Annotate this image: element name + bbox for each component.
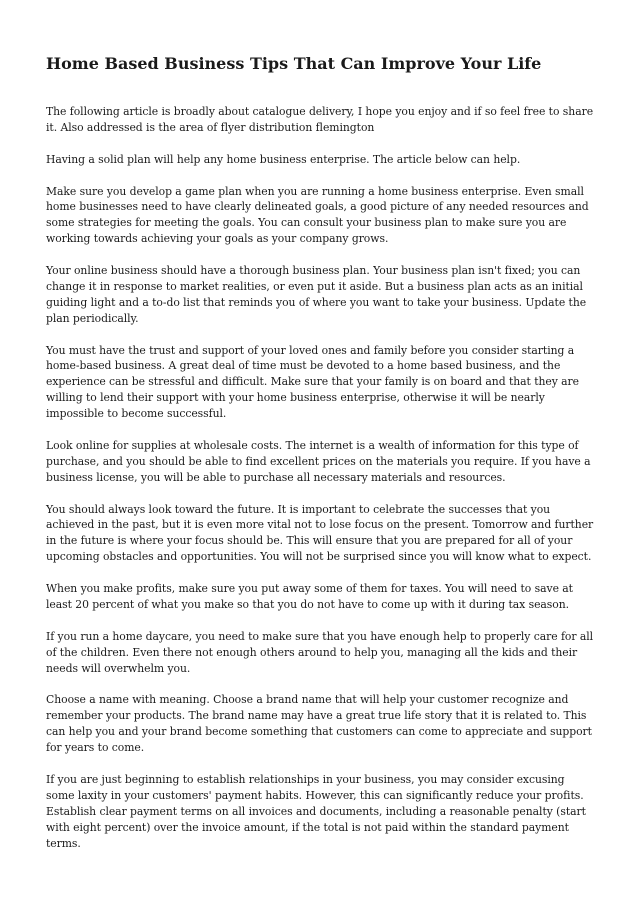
paragraph-future: You should always look toward the future. It is important to celebrate the successes that you achieved in the past, but it is even more vital not to lose focus on the present. Tomorrow and further in the future is where your focus should be. This will ensure that you are prepared for all of your upcoming obstacles and opportunities. You will not be surprised since you will know what to expect. <box>46 502 594 564</box>
paragraph-family-support: You must have the trust and support of your loved ones and family before you consider starting a home-based business. A great deal of time must be devoted to a home based business, and the experience can be stressful and difficult. Make sure that your family is on board and that they are willing to lend their support with your home business enterprise, otherwise it will be nearly impossible to become successful. <box>46 343 579 421</box>
document-page <box>46 46 594 867</box>
paragraph-business-plan: Your online business should have a thorough business plan. Your business plan isn't fixed; you can change it in response to market realities, or even put it aside. But a business plan acts as an initial guiding light and a to-do list that reminds you of where you want to take your business. Update the plan periodically. <box>46 264 587 325</box>
paragraph-daycare: If you run a home daycare, you need to make sure that you have enough help to properly care for all of the children. Even there not enough others around to help you, managing all the kids and their needs will overwhelm you. <box>46 629 594 675</box>
paragraph-wholesale-supplies: Look online for supplies at wholesale costs. The internet is a wealth of information for this type of purchase, and you should be able to find excellent prices on the materials you require. If you have a business license, you will be able to purchase all necessary materials and resources. <box>46 438 591 484</box>
page-title: Home Based Business Tips That Can Improve Your Life <box>46 54 542 73</box>
paragraph-payment-terms: If you are just beginning to establish relationships in your business, you may consider excusing some laxity in your customers' payment habits. However, this can significantly reduce your profits. Establish clear payment terms on all invoices and documents, including a reasonable penalty (start with eight percent) over the invoice amount, if the total is not paid within the standard payment terms. <box>46 772 586 850</box>
paragraph-game-plan: Make sure you develop a game plan when you are running a home business enterprise. Even small home businesses need to have clearly delineated goals, a good picture of any needed resources and some strategies for meeting the goals. You can consult your business plan to make sure you are working towards achieving your goals as your company grows. <box>46 184 589 246</box>
paragraph-solid-plan: Having a solid plan will help any home business enterprise. The article below can help. <box>46 152 521 166</box>
paragraph-taxes: When you make profits, make sure you put away some of them for taxes. You will need to save at least 20 percent of what you make so that you do not have to come up with it during tax season. <box>46 582 573 611</box>
paragraph-brand-name: Choose a name with meaning. Choose a brand name that will help your customer recognize and remember your products. The brand name may have a great true life story that it is related to. This can help you and your brand become something that customers can come to appreciate and support for years to come. <box>46 693 592 755</box>
paragraph-intro: The following article is broadly about catalogue delivery, I hope you enjoy and if so feel free to share it. Also addressed is the area of flyer distribution flemington <box>46 105 594 134</box>
